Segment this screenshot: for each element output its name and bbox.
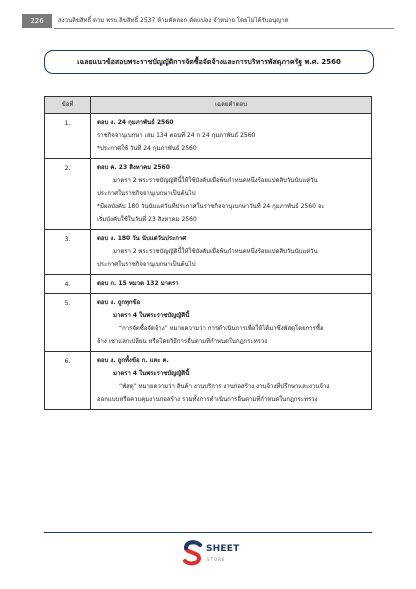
copyright-notice: สงวนลิขสิทธิ์ ตาม พรบ.ลิขสิทธิ์ 2537 ห้ามคัดลอก ดัดแปลง จำหน่าย โดยไม่ได้รับอนุญาต [58, 17, 289, 24]
sheet-logo-mark-icon [182, 540, 204, 566]
answer-line: ตอบ ค. 23 สิงหาคม 2560 [97, 164, 170, 171]
answer-cell [91, 159, 372, 230]
answer-cell [91, 294, 372, 352]
answer-cell [91, 230, 372, 275]
answer-table [44, 96, 372, 410]
column-header-answer: เฉลยคำตอบ [91, 97, 372, 114]
answer-line: มาตรา 2 พระราชบัญญัตินี้ให้ใช้บังคับเมื่อพ้นกำหนดหนึ่งร้อยแปดสิบวันนับแต่วัน [113, 177, 318, 184]
page-number: 226 [22, 14, 52, 28]
logo-text: SHEET [206, 544, 240, 554]
answer-line: มาตรา 4 ในพระราชบัญญัตินี้ [113, 312, 190, 319]
answer-line: ประกาศในราชกิจจานุเบกษาเป็นต้นไป [97, 261, 196, 268]
page-header [22, 14, 394, 28]
answer-line: ตอบ ง. 180 วัน นับแต่วันประกาศ [97, 235, 187, 242]
document-title: เฉลยแนวข้อสอบพระราชบัญญัติการจัดซื้อจัดจ้างและการบริหารพัสดุภาครัฐ พ.ศ. 2560 [44, 50, 374, 74]
answer-line: “พัสดุ” หมายความว่า สินค้า งานบริการ งานก่อสร้าง งานจ้างที่ปรึกษาและงานจ้าง [119, 383, 330, 390]
question-number: 1. [45, 114, 91, 159]
answer-cell [91, 114, 372, 159]
table-row [45, 114, 372, 159]
answer-line: ออกแบบหรือควบคุมงานก่อสร้าง รวมทั้งการดำเนินการอื่นตามที่กำหนดในกฎกระทรวง [97, 396, 318, 403]
answer-line: *มีผลบังคับ 180 วันนับแต่วันที่ประกาศในราชกิจจานุเบกษาวันที่ 24 กุมภาพันธ์ 2560 จะ [97, 203, 325, 210]
answer-line: *ประกาศใช้ วันที่ 24 กุมภาพันธ์ 2560 [97, 145, 197, 152]
table-row [45, 294, 372, 352]
table-row [45, 159, 372, 230]
table-row [45, 230, 372, 275]
table-row [45, 352, 372, 410]
sheet-logo [182, 540, 242, 570]
answer-line: มาตรา 4 ในพระราชบัญญัตินี้ [113, 370, 190, 377]
answer-cell [91, 352, 372, 410]
answer-line: ราชกิจจานุเบกษา เล่ม 134 ตอนที่ 24 ก 24 กุมภาพันธ์ 2560 [97, 132, 256, 139]
footer-rule [44, 532, 372, 533]
question-number: 6. [45, 352, 91, 410]
answer-line: ตอบ ง. ถูกทุกข้อ [97, 299, 141, 306]
answer-cell [91, 275, 372, 294]
answer-line: ประกาศในราชกิจจานุเบกษาเป็นต้นไป [97, 190, 196, 197]
question-number: 5. [45, 294, 91, 352]
question-number: 2. [45, 159, 91, 230]
question-number: 4. [45, 275, 91, 294]
table-header-row [45, 97, 372, 114]
answer-line: ตอบ ก. 15 หมวด 132 มาตรา [97, 280, 179, 287]
answer-line: ตอบ ง. 24 กุมภาพันธ์ 2560 [97, 119, 174, 126]
header-rule [54, 28, 394, 29]
table-row [45, 275, 372, 294]
column-header-number: ข้อที่ [45, 97, 91, 114]
logo-subtext: STORE [207, 557, 226, 562]
answer-line: “การจัดซื้อจัดจ้าง” หมายความว่า การดำเนินการเพื่อให้ได้มาซึ่งพัสดุโดยการซื้อ [119, 325, 324, 332]
answer-line: จ้าง เช่าแลกเปลี่ยน หรือโดยวิธีการอื่นตามที่กำหนดในกฎกระทรวง [97, 338, 268, 345]
answer-line: เริ่มบังคับใช้ในวันที่ 23 สิงหาคม 2560 [97, 216, 197, 223]
question-number: 3. [45, 230, 91, 275]
answer-line: ตอบ ง. ถูกทั้งข้อ ก. และ ค. [97, 357, 169, 364]
answer-line: มาตรา 2 พระราชบัญญัตินี้ให้ใช้บังคับเมื่อพ้นกำหนดหนึ่งร้อยแปดสิบวันนับแต่วัน [113, 248, 318, 255]
